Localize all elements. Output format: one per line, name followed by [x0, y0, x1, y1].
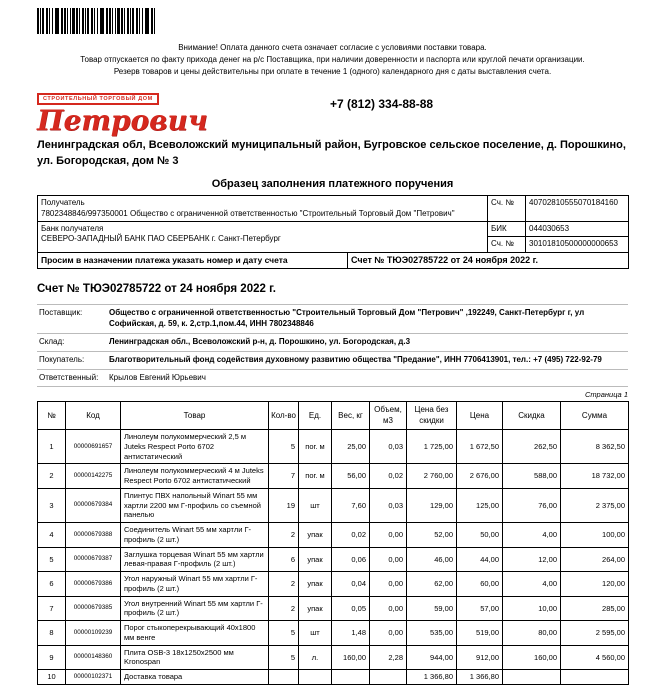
item-price-no-discount: 1 366,80 — [407, 670, 457, 685]
item-unit: пог. м — [299, 430, 332, 464]
item-price-no-discount: 129,00 — [407, 488, 457, 522]
item-number: 1 — [38, 430, 66, 464]
buyer-value: Благотворительный фонд содействия духовному развитию общества "Предание", ИНН 7706413901, тел.: +7 (495) 722-92-79 — [109, 354, 602, 364]
item-price: 125,00 — [457, 488, 503, 522]
item-row — [38, 523, 629, 548]
item-row — [38, 547, 629, 572]
item-price: 519,00 — [457, 621, 503, 646]
item-weight: 1,48 — [332, 621, 370, 646]
item-row — [38, 572, 629, 597]
item-qty: 19 — [269, 488, 299, 522]
col-header-unit: Ед. — [299, 402, 332, 430]
col-header-code: Код — [66, 402, 121, 430]
item-number: 7 — [38, 596, 66, 621]
item-volume: 2,28 — [370, 645, 407, 670]
item-discount: 588,00 — [503, 464, 561, 489]
item-volume: 0,00 — [370, 621, 407, 646]
item-unit: упак — [299, 572, 332, 597]
item-discount: 4,00 — [503, 572, 561, 597]
item-weight: 0,05 — [332, 596, 370, 621]
item-weight: 0,04 — [332, 572, 370, 597]
item-volume: 0,00 — [370, 547, 407, 572]
item-weight: 56,00 — [332, 464, 370, 489]
header-row — [37, 87, 628, 135]
col-header-qty: Кол-во — [269, 402, 299, 430]
logo-name: Петрович — [37, 104, 208, 137]
item-volume: 0,00 — [370, 596, 407, 621]
responsible-label: Ответственный: — [39, 372, 99, 382]
item-code: 00000102371 — [66, 670, 121, 685]
barcode — [37, 8, 155, 34]
item-discount: 10,00 — [503, 596, 561, 621]
item-number: 3 — [38, 488, 66, 522]
item-volume: 0,03 — [370, 488, 407, 522]
corr-account-value: 30101810500000000653 — [526, 237, 629, 252]
payment-note-value: Счет № ТЮЭ02785722 от 24 ноября 2022 г. — [348, 252, 629, 269]
item-sum: 18 732,00 — [561, 464, 629, 489]
item-price-no-discount: 535,00 — [407, 621, 457, 646]
warehouse-label: Склад: — [39, 337, 65, 347]
item-number: 9 — [38, 645, 66, 670]
payment-sample-title: Образец заполнения платежного поручения — [211, 178, 454, 191]
item-volume: 0,03 — [370, 430, 407, 464]
payment-sample-table — [37, 195, 629, 269]
item-code: 00000679388 — [66, 523, 121, 548]
item-sum: 120,00 — [561, 572, 629, 597]
item-number: 4 — [38, 523, 66, 548]
items-table-body — [38, 430, 629, 685]
item-discount: 76,00 — [503, 488, 561, 522]
bank-value: СЕВЕРО-ЗАПАДНЫЙ БАНК ПАО СБЕРБАНК г. Санкт-Петербург — [41, 234, 281, 244]
item-discount: 262,50 — [503, 430, 561, 464]
item-code: 00000142275 — [66, 464, 121, 489]
item-row — [38, 645, 629, 670]
col-header-number: № — [38, 402, 66, 430]
col-header-volume: Объем, м3 — [370, 402, 407, 430]
warning-line-3: Резерв товаров и цены действительны при оплате в течение 1 (одного) календарного дня с даты выставления счета. — [113, 67, 552, 76]
item-price-no-discount: 59,00 — [407, 596, 457, 621]
item-row — [38, 464, 629, 489]
bank-cell — [38, 221, 488, 252]
item-price: 1 366,80 — [457, 670, 503, 685]
company-phone: +7 (812) 334-88-88 — [330, 97, 434, 111]
warehouse-row — [37, 334, 628, 352]
responsible-value: Крылов Евгений Юрьевич — [109, 372, 206, 382]
logo-caption: СТРОИТЕЛЬНЫЙ ТОРГОВЫЙ ДОМ — [37, 93, 159, 105]
item-row — [38, 430, 629, 464]
item-price: 44,00 — [457, 547, 503, 572]
item-row — [38, 621, 629, 646]
bik-label: БИК — [488, 221, 526, 236]
col-header-product: Товар — [121, 402, 269, 430]
item-discount: 12,00 — [503, 547, 561, 572]
item-name: Линолеум полукоммерческий 2,5 м Juteks Respect Porto 6702 антистатический — [121, 430, 269, 464]
item-name: Линолеум полукоммерческий 4 м Juteks Respect Porto 6702 антистатический — [121, 464, 269, 489]
item-unit: л. — [299, 645, 332, 670]
item-code: 00000679387 — [66, 547, 121, 572]
item-price: 57,00 — [457, 596, 503, 621]
item-name: Плинтус ПВХ напольный Winart 55 мм хартли 2200 мм Г-профиль со съемной панелью — [121, 488, 269, 522]
item-qty: 6 — [269, 547, 299, 572]
account-label: Сч. № — [488, 196, 526, 222]
item-qty — [269, 670, 299, 685]
item-weight: 160,00 — [332, 645, 370, 670]
item-unit: шт — [299, 488, 332, 522]
item-qty: 2 — [269, 596, 299, 621]
item-volume: 0,00 — [370, 523, 407, 548]
item-price-no-discount: 62,00 — [407, 572, 457, 597]
items-table — [37, 401, 629, 685]
invoice-details — [37, 304, 628, 387]
item-name: Соединитель Winart 55 мм хартли Г-профиль (2 шт.) — [121, 523, 269, 548]
company-address: Ленинградская обл, Всеволожский муниципальный район, Бугровское сельское поселение, д. Порошкино, ул. Богородская, дом № 3 — [37, 139, 626, 167]
item-sum — [561, 670, 629, 685]
item-name: Плита OSB-3 18х1250х2500 мм Kronospan — [121, 645, 269, 670]
item-discount — [503, 670, 561, 685]
item-unit: упак — [299, 547, 332, 572]
payment-note-label: Просим в назначении платежа указать номер и дату счета — [38, 252, 348, 269]
supplier-value: Общество с ограниченной ответственностью "Строительный Торговый Дом "Петрович" ,192249, Санкт-Петербург г, ул Софийская, д. 59, к. 2,стр.1,пом.44, ИНН 7802348846 — [109, 308, 585, 329]
item-code: 00000691657 — [66, 430, 121, 464]
item-unit: упак — [299, 523, 332, 548]
bank-label: Банк получателя — [41, 223, 104, 233]
col-header-sum: Сумма — [561, 402, 629, 430]
item-sum: 100,00 — [561, 523, 629, 548]
item-name: Заглушка торцевая Winart 55 мм хартли левая-правая Г-профиль (2 шт.) — [121, 547, 269, 572]
item-qty: 2 — [269, 523, 299, 548]
petrovich-logo — [37, 87, 208, 137]
item-code: 00000679385 — [66, 596, 121, 621]
warehouse-value: Ленинградская обл., Всеволожский р-н, д. Порошкино, ул. Богородская, д.3 — [109, 337, 411, 347]
corr-account-label: Сч. № — [488, 237, 526, 252]
item-number: 8 — [38, 621, 66, 646]
item-price-no-discount: 944,00 — [407, 645, 457, 670]
item-name: Угол внутренний Winart 55 мм хартли Г-профиль (2 шт.) — [121, 596, 269, 621]
buyer-row — [37, 352, 628, 370]
item-weight: 25,00 — [332, 430, 370, 464]
item-price: 912,00 — [457, 645, 503, 670]
item-code: 00000109239 — [66, 621, 121, 646]
item-number: 6 — [38, 572, 66, 597]
item-weight: 7,60 — [332, 488, 370, 522]
page-number: Страница 1 — [584, 390, 628, 400]
item-price-no-discount: 52,00 — [407, 523, 457, 548]
item-name: Угол наружный Winart 55 мм хартли Г-профиль (2 шт.) — [121, 572, 269, 597]
warning-line-1: Внимание! Оплата данного счета означает согласие с условиями поставки товара. — [178, 43, 487, 52]
recipient-cell — [38, 196, 488, 222]
buyer-label: Покупатель: — [39, 354, 85, 364]
col-header-price: Цена — [457, 402, 503, 430]
account-value: 40702810555070184160 — [526, 196, 629, 222]
item-sum: 4 560,00 — [561, 645, 629, 670]
supplier-label: Поставщик: — [39, 308, 83, 318]
item-number: 5 — [38, 547, 66, 572]
item-discount: 80,00 — [503, 621, 561, 646]
item-price-no-discount: 2 760,00 — [407, 464, 457, 489]
item-name: Доставка товара — [121, 670, 269, 685]
item-sum: 2 595,00 — [561, 621, 629, 646]
item-volume: 0,00 — [370, 572, 407, 597]
warning-notices — [37, 42, 628, 78]
bik-value: 044030653 — [526, 221, 629, 236]
item-code: 00000679386 — [66, 572, 121, 597]
item-sum: 264,00 — [561, 547, 629, 572]
item-row — [38, 596, 629, 621]
item-weight — [332, 670, 370, 685]
item-discount: 160,00 — [503, 645, 561, 670]
item-code: 00000679384 — [66, 488, 121, 522]
item-qty: 5 — [269, 645, 299, 670]
item-row — [38, 670, 629, 685]
item-unit: упак — [299, 596, 332, 621]
item-number: 2 — [38, 464, 66, 489]
supplier-row — [37, 305, 628, 334]
item-qty: 7 — [269, 464, 299, 489]
item-qty: 5 — [269, 621, 299, 646]
item-qty: 5 — [269, 430, 299, 464]
recipient-value: 7802348846/997350001 Общество с ограниченной ответственностью "Строительный Торговый Дом "Петрович" — [41, 208, 455, 218]
item-sum: 2 375,00 — [561, 488, 629, 522]
item-sum: 285,00 — [561, 596, 629, 621]
item-qty: 2 — [269, 572, 299, 597]
recipient-label: Получатель — [41, 198, 85, 208]
col-header-price-no-discount: Цена без скидки — [407, 402, 457, 430]
item-price: 50,00 — [457, 523, 503, 548]
item-row — [38, 488, 629, 522]
item-discount: 4,00 — [503, 523, 561, 548]
item-price: 60,00 — [457, 572, 503, 597]
item-unit: пог. м — [299, 464, 332, 489]
item-price: 1 672,50 — [457, 430, 503, 464]
item-unit — [299, 670, 332, 685]
col-header-discount: Скидка — [503, 402, 561, 430]
item-price-no-discount: 46,00 — [407, 547, 457, 572]
item-number: 10 — [38, 670, 66, 685]
item-unit: шт — [299, 621, 332, 646]
col-header-weight: Вес, кг — [332, 402, 370, 430]
item-price: 2 676,00 — [457, 464, 503, 489]
item-weight: 0,02 — [332, 523, 370, 548]
item-volume: 0,02 — [370, 464, 407, 489]
item-code: 00000148360 — [66, 645, 121, 670]
item-price-no-discount: 1 725,00 — [407, 430, 457, 464]
item-sum: 8 362,50 — [561, 430, 629, 464]
responsible-row — [37, 370, 628, 388]
item-volume — [370, 670, 407, 685]
item-weight: 0,06 — [332, 547, 370, 572]
items-table-header-row — [38, 402, 629, 430]
warning-line-2: Товар отпускается по факту прихода денег на р/с Поставщика, при наличии доверенности и паспорта или круглой печати организации. — [80, 55, 585, 64]
invoice-title: Счет № ТЮЭ02785722 от 24 ноября 2022 г. — [37, 283, 276, 296]
item-name: Порог стыкоперекрывающий 40х1800 мм венге — [121, 621, 269, 646]
